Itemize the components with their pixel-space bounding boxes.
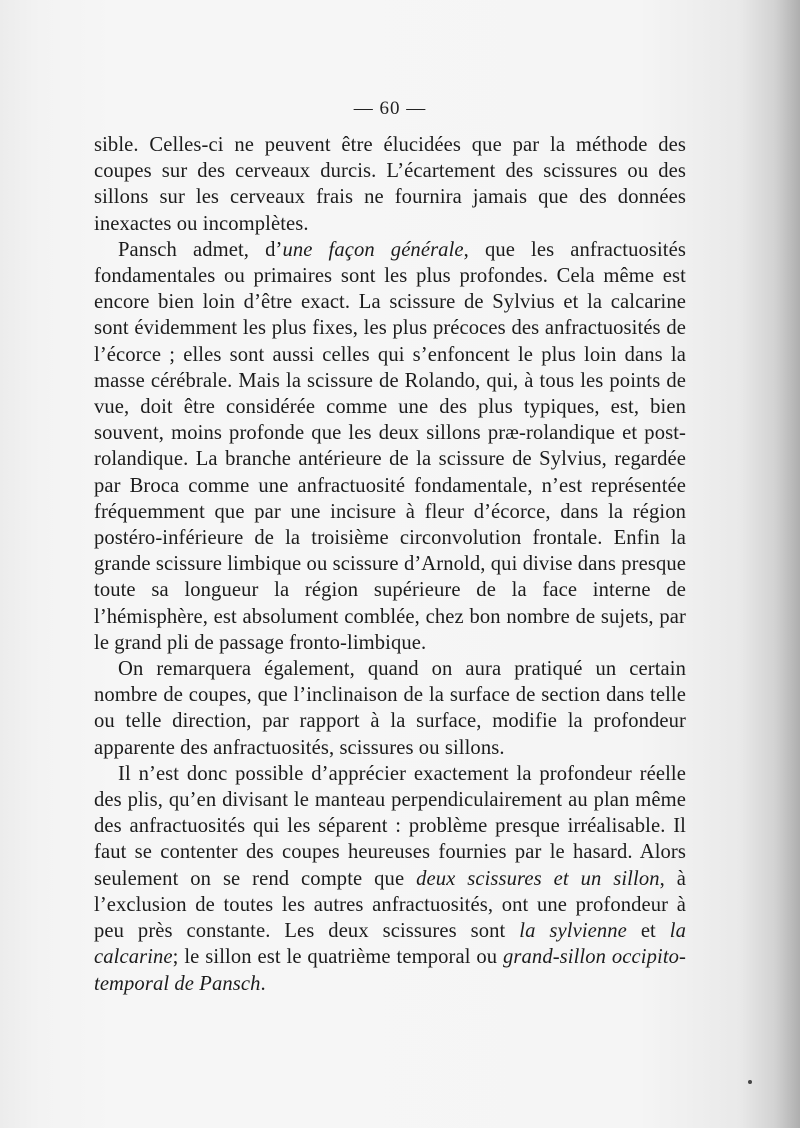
paragraph-1	[94, 132, 686, 237]
paragraph-2-italic-une-facon-generale: une façon générale	[282, 238, 464, 261]
paragraph-3-text: On remarquera également, quand on aura pratiqué un certain nombre de coupes, que l’inclinaison de la surface de section dans telle ou telle direction, par rapport à la surface, modifie la profondeur apparente des anfractuosités, scissures ou sillons.	[94, 658, 686, 759]
paragraph-3	[94, 656, 686, 761]
paragraph-4-text-c: et	[626, 920, 670, 943]
paragraph-2-text-b: , que les anfractuosités fondamentales ou primaires sont les plus profondes. Cela même est encore bien loin d’être exact. La scissure de Sylvius et la calcarine sont évidemment les plus fixes, les plus précoces des anfractuosités de l’écorce ; elles sont aussi celles qui s’enfoncent le plus loin dans la masse cérébrale. Mais la scissure de Rolando, qui, à tous les points de vue, doit être considérée comme une des plus typiques, est, bien souvent, moins profonde que les deux sillons præ-rolandique et post-rolandique. La branche antérieure de la scissure de Sylvius, regardée par Broca comme une anfractuosité fondamentale, n’est représentée fréquemment que par une incisure à fleur d’écorce, dans la région postéro-inférieure de la troisième circonvolution frontale. Enfin la grande scissure limbique ou scissure d’Arnold, qui divise dans presque toute sa longueur la région supérieure de la face interne de l’hémisphère, est absolument comblée, chez bon nombre de sujets, par le grand pli de passage fronto-limbique.	[94, 238, 686, 654]
body-text	[94, 132, 686, 997]
paragraph-4-italic-la-sylvienne: la sylvienne	[519, 920, 627, 943]
paragraph-1-text: sible. Celles-ci ne peuvent être élucidées que par la méthode des coupes sur des cerveaux durcis. L’écartement des scissures ou des sillons sur les cerveaux frais ne fournira jamais que des données inexactes ou incomplètes.	[94, 134, 686, 235]
paragraph-4-text-e: .	[260, 972, 266, 995]
paragraph-4-text-b: , à l’exclusion de toutes les autres anfractuosités, ont une profondeur à peu près constante. Les deux scissures sont	[94, 867, 686, 943]
page-edge-shadow	[774, 0, 800, 1128]
page-number: — 60 —	[353, 98, 427, 119]
paragraph-4	[94, 761, 686, 997]
paragraph-4-text-d: ; le sillon est le quatrième temporal ou	[172, 946, 504, 969]
paragraph-4-italic-la-calcarine: la calcarine	[94, 920, 687, 969]
paragraph-2	[94, 237, 686, 656]
paragraph-4-italic-grand-sillon: grand-sillon occipito-temporal de Pansch	[94, 946, 686, 995]
paragraph-2-text-a: Pansch admet, d’	[118, 238, 283, 261]
ink-speck	[748, 1080, 752, 1084]
paragraph-4-text-a: Il n’est donc possible d’apprécier exactement la profondeur réelle des plis, qu’en divisant le manteau perpendiculairement au plan même des anfractuosités qui les séparent : problème presque irréalisable. Il faut se contenter des coupes heureuses fournies par le hasard. Alors seulement on se rend compte que	[94, 762, 686, 890]
paragraph-4-italic-deux-scissures: deux scissures et un sillon	[416, 867, 660, 890]
